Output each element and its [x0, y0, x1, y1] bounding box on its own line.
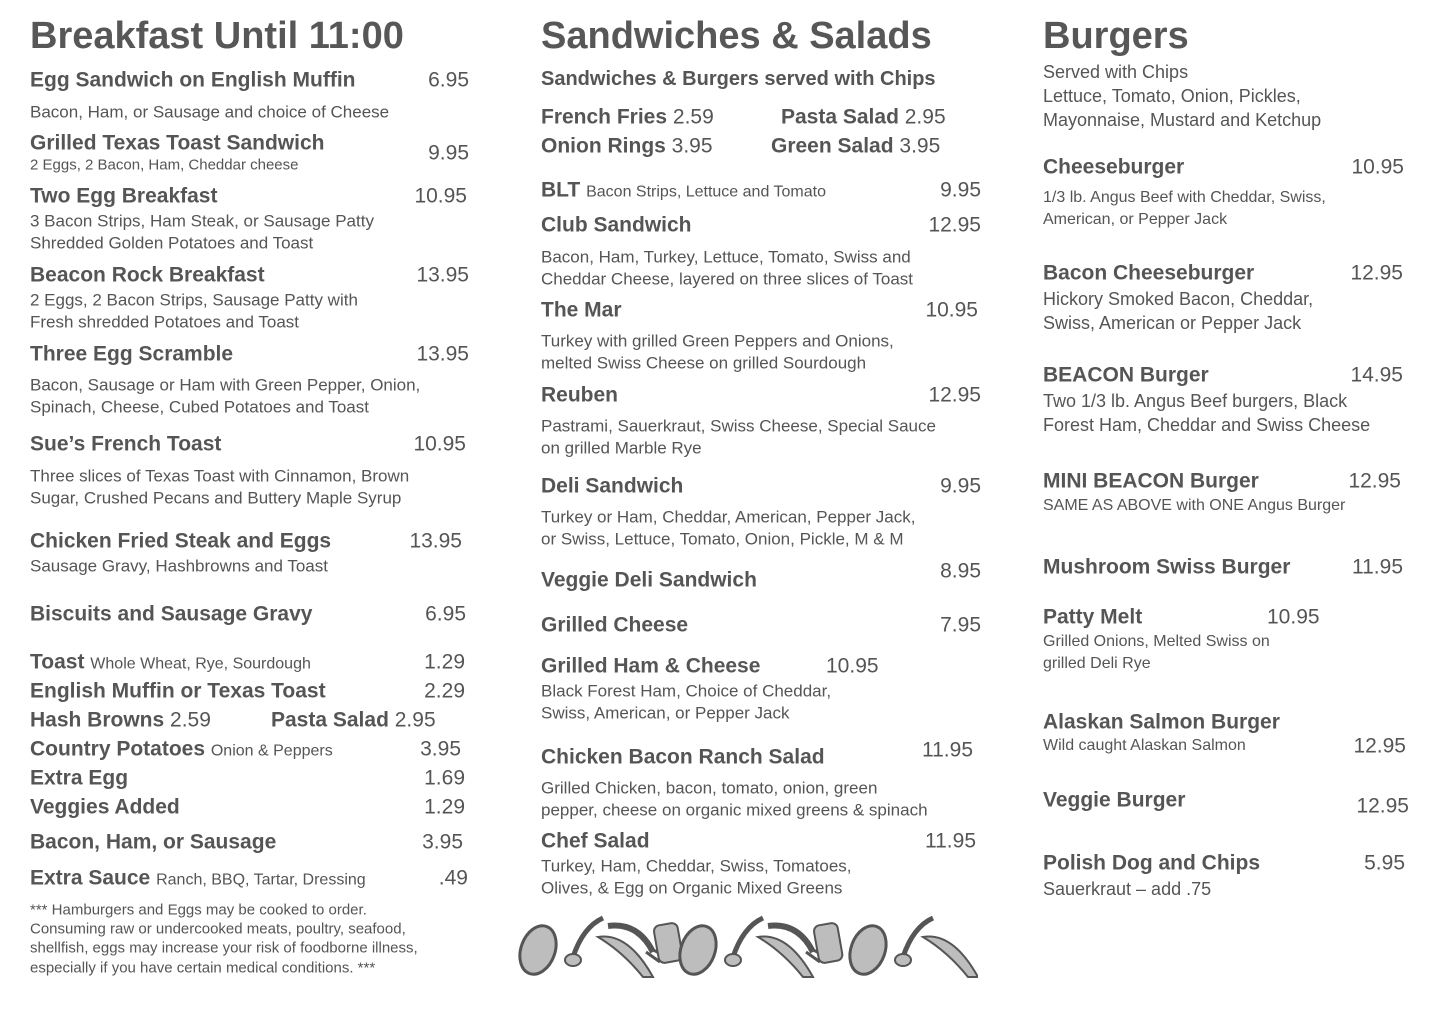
- side-item: [541, 136, 713, 157]
- menu-item-desc: Bacon, Sausage or Ham with Green Pepper, Onion,: [30, 375, 421, 395]
- menu-item-price: 11.95: [1352, 555, 1403, 579]
- menu-item-desc: 2 Eggs, 2 Bacon, Ham, Cheddar cheese: [30, 156, 299, 174]
- menu-item-name: Grilled Cheese: [541, 613, 689, 637]
- item-name: French Fries: [541, 105, 668, 129]
- menu-item-name: Biscuits and Sausage Gravy: [30, 602, 313, 626]
- menu-item-price: 9.95: [428, 141, 469, 165]
- menu-item-desc: Fresh shredded Potatoes and Toast: [30, 312, 300, 332]
- menu-item-price: 10.95: [414, 184, 467, 208]
- item-name: Pasta Salad: [781, 105, 899, 129]
- menu-item-price: 11.95: [925, 829, 976, 853]
- item-price: 3.95: [899, 134, 941, 158]
- menu-item-name: Alaskan Salmon Burger: [1043, 710, 1280, 734]
- menu-item-desc: Swiss, American or Pepper Jack: [1043, 313, 1302, 333]
- side-item-price: 1.29: [424, 795, 465, 819]
- item-inline-desc: Onion & Peppers: [210, 742, 333, 760]
- menu-item-price: 13.95: [416, 263, 469, 287]
- menu-item-desc: Grilled Onions, Melted Swiss on: [1043, 633, 1270, 650]
- side-item: [781, 107, 946, 128]
- menu-item-price: 6.95: [428, 68, 469, 92]
- menu-item-name: Grilled Ham & Cheese: [541, 654, 761, 678]
- side-item-name: Bacon, Ham, or Sausage: [30, 830, 277, 854]
- menu-item-price: 12.95: [1353, 734, 1406, 758]
- plate-icon: [673, 921, 722, 980]
- menu-item-price: 12.95: [1356, 794, 1409, 818]
- side-item: [771, 136, 940, 157]
- menu-item-desc: Spinach, Cheese, Cubed Potatoes and Toast: [30, 397, 369, 417]
- menu-item-price: 13.95: [409, 529, 462, 553]
- section-heading-sandwiches: Sandwiches & Salads: [541, 15, 932, 57]
- side-item-price: .49: [438, 866, 468, 890]
- menu-item-price: 9.95: [940, 178, 981, 202]
- item-price: 2.59: [170, 708, 211, 732]
- menu-item-price: 8.95: [940, 559, 981, 583]
- menu-item-name: [541, 180, 826, 201]
- menu-item-price: 10.95: [826, 654, 879, 678]
- item-name: Hash Browns: [30, 708, 165, 732]
- menu-item-name: Egg Sandwich on English Muffin: [30, 68, 356, 92]
- menu-item-name: Mushroom Swiss Burger: [1043, 555, 1291, 579]
- item-name: Onion Rings: [541, 134, 666, 158]
- menu-item-price: 10.95: [413, 432, 466, 456]
- menu-item-name: Grilled Texas Toast Sandwich: [30, 131, 325, 155]
- side-item: [541, 107, 714, 128]
- item-name: Extra Sauce: [30, 866, 151, 890]
- menu-item-price: 10.95: [925, 298, 978, 322]
- side-item-price: 1.29: [424, 650, 465, 674]
- menu-item-name: Beacon Rock Breakfast: [30, 263, 265, 287]
- item-price: 3.95: [671, 134, 713, 158]
- menu-item-price: 7.95: [940, 613, 981, 637]
- menu-item-name: Bacon Cheeseburger: [1043, 261, 1255, 285]
- menu-item-desc: Hickory Smoked Bacon, Cheddar,: [1043, 289, 1314, 309]
- item-name: Country Potatoes: [30, 737, 206, 761]
- menu-item-name: The Mar: [541, 298, 622, 322]
- menu-item-desc: Olives, & Egg on Organic Mixed Greens: [541, 878, 843, 898]
- menu-item-name: Patty Melt: [1043, 605, 1143, 629]
- menu-item-name: Cheeseburger: [1043, 155, 1185, 179]
- menu-item-name: MINI BEACON Burger: [1043, 469, 1259, 493]
- section-heading-breakfast: Breakfast Until 11:00: [30, 15, 404, 57]
- menu-item-desc: Turkey, Ham, Cheddar, Swiss, Tomatoes,: [541, 856, 852, 876]
- menu-item-price: 6.95: [425, 602, 466, 626]
- item-name: Green Salad: [771, 134, 894, 158]
- side-item-price: 3.95: [422, 830, 463, 854]
- menu-item-desc: Cheddar Cheese, layered on three slices of Toast: [541, 269, 914, 289]
- menu-item-name: Chef Salad: [541, 829, 650, 853]
- menu-item-desc: grilled Deli Rye: [1043, 655, 1151, 672]
- menu-item-price: 5.95: [1364, 851, 1405, 875]
- shaker-icon: [813, 922, 843, 964]
- menu-item-price: 13.95: [416, 342, 469, 366]
- menu-item-price: 9.95: [940, 474, 981, 498]
- item-inline-desc: Whole Wheat, Rye, Sourdough: [90, 655, 311, 673]
- menu-item-desc: Wild caught Alaskan Salmon: [1043, 737, 1246, 754]
- menu-item-desc: Three slices of Texas Toast with Cinnamon, Brown: [30, 466, 410, 486]
- menu-item-price: 11.95: [922, 738, 973, 762]
- menu-item-price: 10.95: [1267, 605, 1320, 629]
- tableware-border-icon: [518, 912, 978, 982]
- menu-item-name: Polish Dog and Chips: [1043, 851, 1261, 875]
- section-heading-burgers: Burgers: [1043, 15, 1189, 57]
- menu-item-desc: Swiss, American, or Pepper Jack: [541, 703, 790, 723]
- menu-item-name: Veggie Burger: [1043, 788, 1186, 812]
- side-item-price: 3.95: [420, 737, 461, 761]
- menu-item-desc: Sauerkraut – add .75: [1043, 879, 1212, 899]
- side-item-name: Veggies Added: [30, 795, 180, 819]
- menu-item-name: Chicken Bacon Ranch Salad: [541, 745, 825, 769]
- menu-item-name: Club Sandwich: [541, 213, 692, 237]
- menu-item-desc: Sugar, Crushed Pecans and Buttery Maple Syrup: [30, 488, 402, 508]
- menu-item-desc: Turkey or Ham, Cheddar, American, Pepper Jack,: [541, 507, 916, 527]
- burgers-intro-line: Served with Chips: [1043, 62, 1189, 82]
- disclaimer-line: *** Hamburgers and Eggs may be cooked to order.: [30, 901, 367, 919]
- menu-item-desc: Bacon, Ham, or Sausage and choice of Cheese: [30, 102, 390, 122]
- item-name: BLT: [541, 178, 581, 202]
- disclaimer-line: Consuming raw or undercooked meats, poultry, seafood,: [30, 920, 406, 938]
- menu-item-desc: 1/3 lb. Angus Beef with Cheddar, Swiss,: [1043, 189, 1326, 206]
- side-item-name: English Muffin or Texas Toast: [30, 679, 326, 703]
- menu-item-name: Chicken Fried Steak and Eggs: [30, 529, 332, 553]
- menu-item-name: Reuben: [541, 383, 619, 407]
- menu-item-desc: 3 Bacon Strips, Ham Steak, or Sausage Patty: [30, 211, 374, 231]
- menu-item-desc: Bacon, Ham, Turkey, Lettuce, Tomato, Swiss and: [541, 247, 911, 267]
- menu-item-desc: on grilled Marble Rye: [541, 438, 702, 458]
- menu-item-desc: melted Swiss Cheese on grilled Sourdough: [541, 353, 867, 373]
- side-item-name: [30, 868, 366, 889]
- burgers-intro-line: Lettuce, Tomato, Onion, Pickles,: [1043, 86, 1301, 106]
- side-item-price: 2.29: [424, 679, 465, 703]
- menu-item-name: Two Egg Breakfast: [30, 184, 218, 208]
- plate-icon: [843, 921, 892, 980]
- menu-item-desc: Sausage Gravy, Hashbrowns and Toast: [30, 556, 328, 576]
- side-item-name: [30, 652, 311, 673]
- menu-item-price: 10.95: [1351, 155, 1404, 179]
- menu-item-price: 12.95: [928, 213, 981, 237]
- side-item-name: Extra Egg: [30, 766, 129, 790]
- menu-item-name: Veggie Deli Sandwich: [541, 568, 757, 592]
- menu-item-desc: pepper, cheese on organic mixed greens & spinach: [541, 800, 928, 820]
- item-inline-desc: Bacon Strips, Lettuce and Tomato: [586, 183, 826, 201]
- menu-item-name: Sue’s French Toast: [30, 432, 222, 456]
- menu-item-desc: American, or Pepper Jack: [1043, 211, 1228, 228]
- menu-item-desc: SAME AS ABOVE with ONE Angus Burger: [1043, 497, 1346, 514]
- disclaimer-line: especially if you have certain medical conditions. ***: [30, 959, 376, 977]
- menu-item-desc: Black Forest Ham, Choice of Cheddar,: [541, 681, 832, 701]
- menu-item-name: Deli Sandwich: [541, 474, 684, 498]
- menu-item-desc: Turkey with grilled Green Peppers and Onions,: [541, 331, 894, 351]
- menu-item-desc: 2 Eggs, 2 Bacon Strips, Sausage Patty with: [30, 290, 358, 310]
- side-item-name: [30, 739, 333, 760]
- item-name: Toast: [30, 650, 85, 674]
- menu-item-price: 12.95: [928, 383, 981, 407]
- menu-item-name: Three Egg Scramble: [30, 342, 234, 366]
- menu-item-name: BEACON Burger: [1043, 363, 1209, 387]
- item-price: 2.95: [394, 708, 436, 732]
- side-item-hash-browns: [30, 710, 211, 731]
- menu-item-price: 12.95: [1350, 261, 1403, 285]
- menu-item-desc: Grilled Chicken, bacon, tomato, onion, green: [541, 778, 878, 798]
- menu-item-price: 14.95: [1350, 363, 1403, 387]
- menu-item-desc: Shredded Golden Potatoes and Toast: [30, 233, 314, 253]
- knife-icon: [923, 937, 978, 978]
- menu-item-price: 12.95: [1348, 469, 1401, 493]
- section-subheading: Sandwiches & Burgers served with Chips: [541, 68, 936, 90]
- item-inline-desc: Ranch, BBQ, Tartar, Dressing: [156, 871, 366, 889]
- side-item-price: 1.69: [424, 766, 465, 790]
- plate-icon: [518, 921, 563, 980]
- menu-item-desc: Two 1/3 lb. Angus Beef burgers, Black: [1043, 391, 1348, 411]
- side-item-pasta-salad: [271, 710, 436, 731]
- menu-item-desc: or Swiss, Lettuce, Tomato, Onion, Pickle, M & M: [541, 529, 904, 549]
- item-price: 2.59: [672, 105, 714, 129]
- item-price: 2.95: [904, 105, 946, 129]
- menu-item-desc: Forest Ham, Cheddar and Swiss Cheese: [1043, 415, 1371, 435]
- burgers-intro-line: Mayonnaise, Mustard and Ketchup: [1043, 110, 1322, 130]
- item-name: Pasta Salad: [271, 708, 389, 732]
- menu-item-desc: Pastrami, Sauerkraut, Swiss Cheese, Special Sauce: [541, 416, 936, 436]
- disclaimer-line: shellfish, eggs may increase your risk of foodborne illness,: [30, 939, 418, 957]
